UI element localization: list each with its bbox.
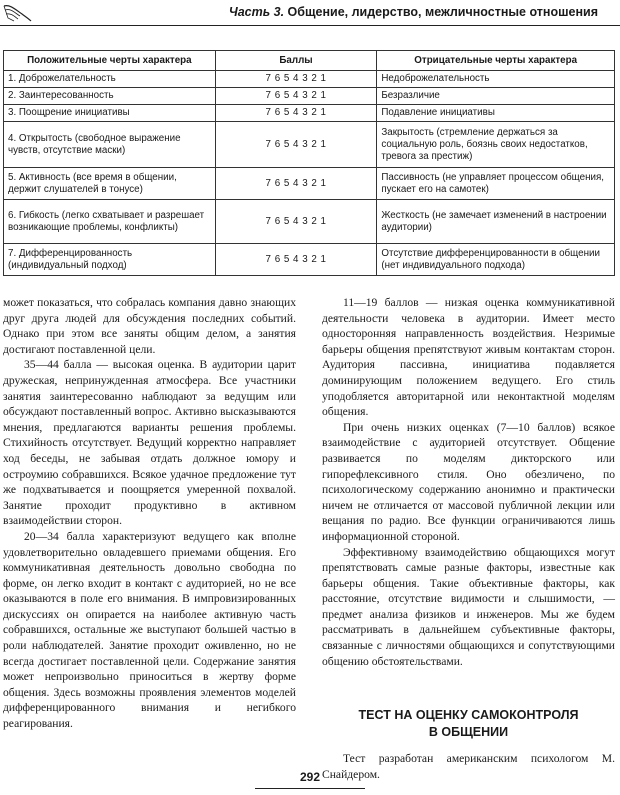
negative-trait: Безразличие — [377, 88, 615, 105]
negative-trait: Жесткость (не замечает изменений в настроении аудитории) — [377, 200, 615, 244]
paragraph: Эффективному взаимодействию общающихся могут препятствовать самые разные факторы, известные как барьеры общения. Такие объективные факторы, как расстояние, отсутствие видимости и слышимости, — предмет анализа физиков и инженеров. Мы же будем рассматривать в дальнейшем субъективные факторы, связанные с личностями общающихся и сопутствующими общению обстоятельствами. — [322, 545, 615, 668]
score-scale: 7 6 5 4 3 2 1 — [215, 105, 377, 122]
table-row — [4, 168, 615, 200]
paragraph: 20—34 балла характеризуют ведущего как вполне удовлетворительно овладевшего приемами общения. Его коммуникативная деятельность довольно свободна по форме, он легко входит в контакт с аудиторией, но не все оказываются в поле его внимания. В импровизированных дискуссиях он опирается на наиболее активную часть собравшихся, остальные же выступают большей частью в роли наблюдателей. Занятие проходит оживленно, но не всегда достигает поставленной цели. Содержание занятия может непроизвольно приноситься в жертву форме общения. Здесь возможны проявления элементов моделей дифференцированного внимания и негибкого реагирования. — [3, 529, 296, 731]
header-part: Часть 3. — [228, 5, 285, 19]
positive-trait: 6. Гибкость (легко схватывает и разрешает возникающие проблемы, конфликты) — [4, 200, 216, 244]
header-rule — [0, 25, 620, 26]
left-column — [3, 295, 296, 732]
negative-trait: Недоброжелательность — [377, 71, 615, 88]
table-row — [4, 244, 615, 276]
positive-trait: 1. Доброжелательность — [4, 71, 216, 88]
table-row — [4, 88, 615, 105]
column-header-negative: Отрицательные черты характера — [377, 51, 615, 71]
negative-trait: Пассивность (не управляет процессом общения, пускает его на самотек) — [377, 168, 615, 200]
right-column — [322, 295, 615, 782]
positive-trait: 3. Поощрение инициативы — [4, 105, 216, 122]
section-heading — [322, 707, 615, 741]
section-heading-line: ТЕСТ НА ОЦЕНКУ САМОКОНТРОЛЯ — [358, 708, 579, 723]
positive-trait: 5. Активность (все время в общении, держит слушателей в тонусе) — [4, 168, 216, 200]
table-row — [4, 71, 615, 88]
header-title: Общение, лидерство, межличностные отношения — [287, 5, 598, 19]
table-header-row — [4, 51, 615, 71]
page-number: 292 — [299, 770, 321, 784]
score-scale: 7 6 5 4 3 2 1 — [215, 88, 377, 105]
footer-rule — [255, 788, 365, 789]
paragraph: 35—44 балла — высокая оценка. В аудитории царит дружеская, непринужденная атмосфера. Все участники занятия заинтересованно наблюдают за ведущим или обсуждают поставленный вопрос. Активно высказываются мнения, предлагаются варианты решения проблемы. Стихийность отсутствует. Ведущий корректно направляет ход беседы, не забывая отдать должное юмору и остроумию собравшихся. Всякое удачное предложение тут же подхватывается и поощряется умеренной похвалой. Занятие проходит продуктивно в активном взаимодействии сторон. — [3, 358, 296, 528]
quill-icon — [2, 2, 32, 24]
score-scale: 7 6 5 4 3 2 1 — [215, 168, 377, 200]
score-scale: 7 6 5 4 3 2 1 — [215, 122, 377, 168]
column-header-positive: Положительные черты характера — [4, 51, 216, 71]
section-heading-line: В ОБЩЕНИИ — [428, 725, 509, 740]
traits-table — [3, 50, 615, 276]
table-row — [4, 122, 615, 168]
score-scale: 7 6 5 4 3 2 1 — [215, 71, 377, 88]
table-row — [4, 200, 615, 244]
paragraph: может показаться, что собралась компания давно знающих друг друга людей для обсуждения последних событий. Однако при этом все заняты общим делом, а занятия достигают поставленной цели. — [3, 296, 296, 356]
negative-trait: Закрытость (стремление держаться за социальную роль, боязнь своих недостатков, тревога за престиж) — [377, 122, 615, 168]
column-header-score: Баллы — [215, 51, 377, 71]
paragraph: 11—19 баллов — низкая оценка коммуникативной деятельности человека в аудитории. Имеет место односторонняя направленность воздействия. Незримые барьеры общения препятствуют живым контактам сторон. Аудитория пассивна, инициатива подавляется доминирующим положением ведущего. Его стиль уподобляется авторитарной или неконтактной моделям общения. — [322, 296, 615, 419]
running-header — [229, 5, 598, 19]
score-scale: 7 6 5 4 3 2 1 — [215, 244, 377, 276]
positive-trait: 7. Дифференцированность (индивидуальный подход) — [4, 244, 216, 276]
positive-trait: 2. Заинтересованность — [4, 88, 216, 105]
negative-trait: Подавление инициативы — [377, 105, 615, 122]
paragraph: Тест разработан американским психологом М. Снайдером. — [322, 752, 615, 781]
paragraph: При очень низких оценках (7—10 баллов) всякое взаимодействие с аудиторией отсутствует. Общение развивается по моделям дикторского или гипорефлексивного стиля. Оно обезличено, по психологическому содержанию анонимно и практически ничем не отличается от массовой публичной лекции или вещания по радио. Все функции ограничиваются лишь информационной стороной. — [322, 420, 615, 543]
score-scale: 7 6 5 4 3 2 1 — [215, 200, 377, 244]
table-row — [4, 105, 615, 122]
negative-trait: Отсутствие дифференцированности в общении (нет индивидуального подхода) — [377, 244, 615, 276]
positive-trait: 4. Открытость (свободное выражение чувств, отсутствие маски) — [4, 122, 216, 168]
page-header — [0, 0, 620, 30]
